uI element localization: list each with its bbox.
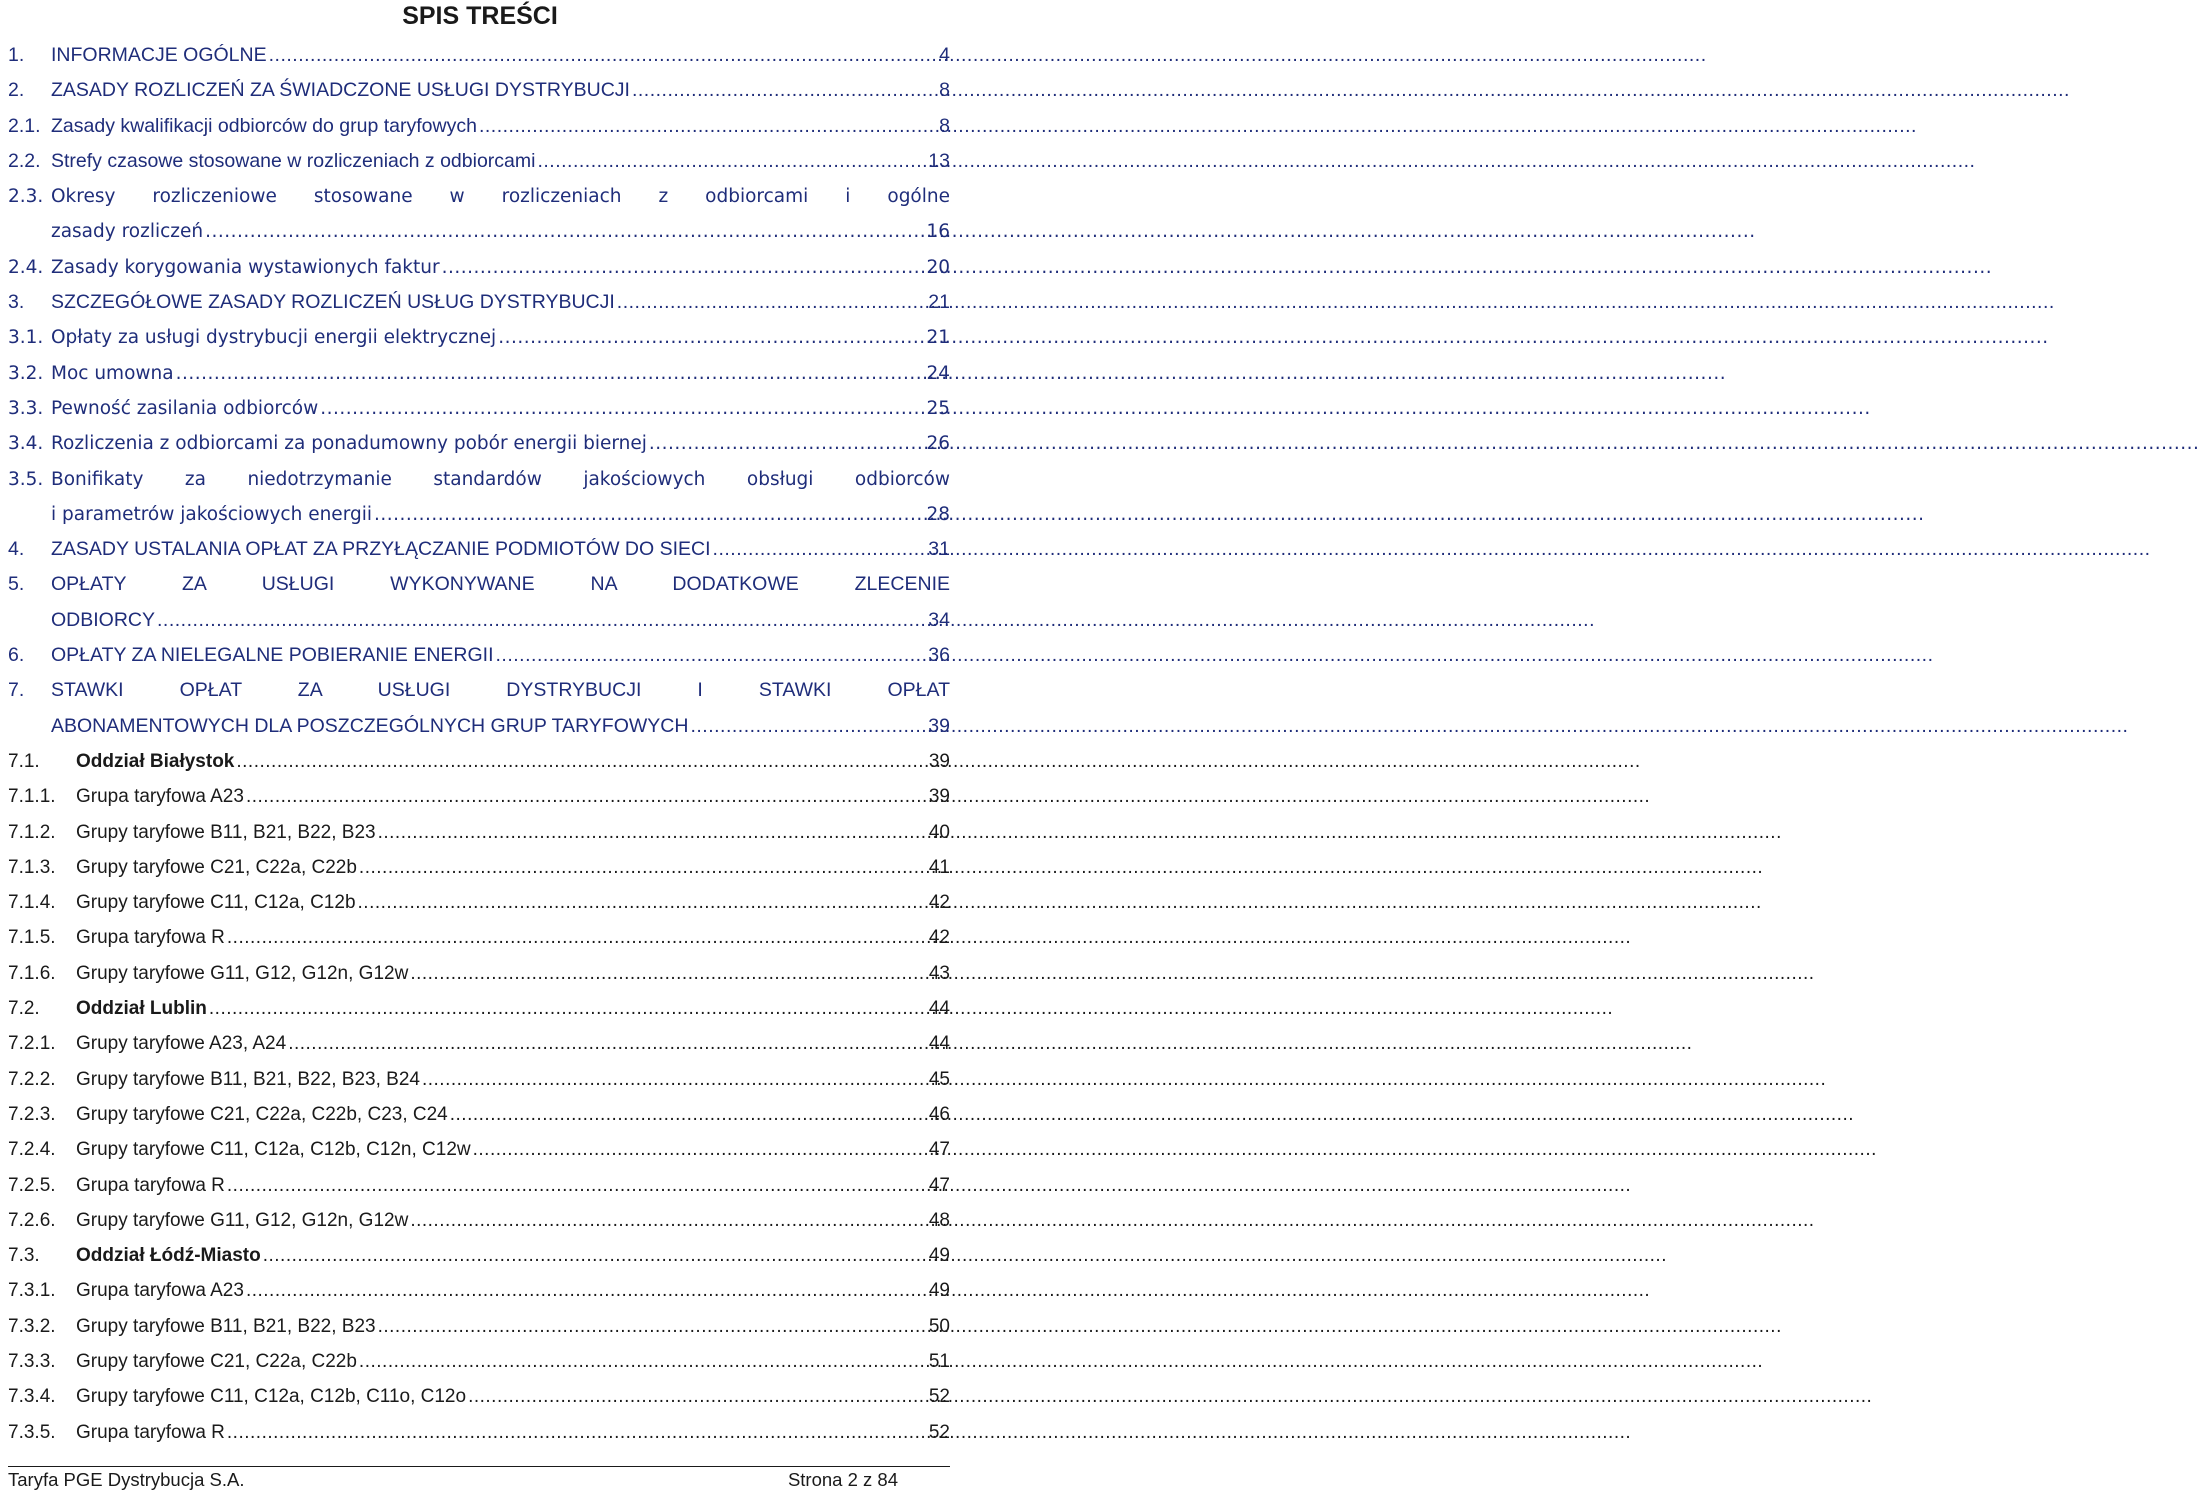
toc-entry-title-line1: STAWKI OPŁAT ZA USŁUGI DYSTRYBUCJI I STAWKI OPŁAT bbox=[51, 679, 950, 702]
toc-entry[interactable] bbox=[8, 991, 950, 1026]
toc-entry-title: Grupy taryfowe B11, B21, B22, B23, B24 bbox=[76, 1068, 420, 1090]
toc-dot-leader bbox=[410, 1203, 927, 1238]
toc-dot-leader bbox=[359, 850, 927, 885]
toc-entry-number: 3.3. bbox=[8, 397, 44, 419]
toc-page-number: 13 bbox=[928, 149, 950, 172]
toc-entry-number: 5. bbox=[8, 573, 25, 596]
toc-entry-title: Grupy taryfowe C11, C12a, C12b, C11o, C12o bbox=[76, 1386, 467, 1408]
toc-page-number: 4 bbox=[939, 44, 950, 66]
toc-entry[interactable] bbox=[8, 603, 950, 638]
toc-dot-leader bbox=[227, 1415, 927, 1450]
toc-entry[interactable] bbox=[8, 109, 950, 144]
toc-entry-number: 7.1.2. bbox=[8, 821, 56, 843]
toc-page-number: 24 bbox=[926, 362, 950, 384]
toc-entry-number: 7.3.3. bbox=[8, 1350, 56, 1372]
toc-dot-leader bbox=[246, 1273, 927, 1308]
toc-entry-title: Grupy taryfowe B11, B21, B22, B23 bbox=[76, 1315, 376, 1337]
toc-page-number: 39 bbox=[928, 750, 950, 772]
toc-entry[interactable] bbox=[8, 1168, 950, 1203]
toc-entry[interactable] bbox=[8, 779, 950, 814]
toc-entry[interactable] bbox=[8, 956, 950, 991]
toc-entry-line[interactable] bbox=[8, 673, 950, 708]
toc-entry-title: Opłaty za usługi dystrybucji energii elektrycznej bbox=[51, 327, 497, 349]
toc-entry-title: Zasady korygowania wystawionych faktur bbox=[51, 256, 440, 278]
toc-entry[interactable] bbox=[8, 1097, 950, 1132]
toc-dot-leader bbox=[209, 991, 927, 1026]
toc-entry[interactable] bbox=[8, 144, 950, 179]
toc-dot-leader bbox=[227, 1168, 927, 1203]
toc-page-number: 42 bbox=[928, 927, 950, 949]
toc-entry[interactable] bbox=[8, 285, 950, 320]
toc-dot-leader bbox=[498, 320, 924, 355]
toc-entry-number: 7.1.3. bbox=[8, 856, 56, 878]
toc-page-number: 49 bbox=[928, 1245, 950, 1267]
toc-entry-title: Pewność zasilania odbiorców bbox=[51, 397, 319, 419]
toc-entry-title: ZASADY ROZLICZEŃ ZA ŚWIADCZONE USŁUGI DYSTRYBUCJI bbox=[51, 79, 630, 102]
toc-entry-number: 7.3.4. bbox=[8, 1386, 56, 1408]
toc-entry-number: 2.3. bbox=[8, 186, 44, 208]
toc-dot-leader bbox=[176, 356, 925, 391]
toc-entry[interactable] bbox=[8, 391, 950, 426]
toc-entry[interactable] bbox=[8, 1238, 950, 1273]
toc-page-number: 8 bbox=[939, 79, 950, 102]
toc-entry-number: 7.2.4. bbox=[8, 1139, 56, 1161]
toc-page-number: 34 bbox=[928, 608, 950, 631]
toc-dot-leader bbox=[473, 1132, 927, 1167]
toc-page-number: 46 bbox=[928, 1103, 950, 1125]
toc-entry-title-line1: Okresy rozliczeniowe stosowane w rozliczeniach z odbiorcami i ogólne bbox=[51, 186, 950, 208]
toc-dot-leader bbox=[374, 497, 924, 532]
toc-entry-title bbox=[76, 991, 207, 1026]
table-of-contents bbox=[8, 38, 950, 1450]
toc-page-number: 42 bbox=[928, 892, 950, 914]
toc-entry-number: 2. bbox=[8, 79, 25, 102]
toc-entry[interactable] bbox=[8, 426, 950, 461]
toc-entry[interactable] bbox=[8, 497, 950, 532]
toc-entry-title: Grupy taryfowe C21, C22a, C22b bbox=[76, 856, 357, 878]
toc-entry-title-line1: Bonifikaty za niedotrzymanie standardów jakościowych obsługi odbiorców bbox=[51, 468, 950, 490]
toc-entry-line[interactable] bbox=[8, 179, 950, 214]
toc-entry-title bbox=[76, 744, 234, 779]
toc-entry-title: ODBIORCY bbox=[51, 608, 156, 631]
toc-entry-line[interactable] bbox=[8, 567, 950, 602]
toc-dot-leader bbox=[378, 815, 927, 850]
toc-entry[interactable] bbox=[8, 709, 950, 744]
toc-page-number: 43 bbox=[928, 962, 950, 984]
toc-entry-title: ABONAMENTOWYCH DLA POSZCZEGÓLNYCH GRUP TARYFOWYCH bbox=[51, 714, 689, 737]
toc-entry[interactable] bbox=[8, 744, 950, 779]
toc-entry[interactable] bbox=[8, 214, 950, 249]
toc-entry[interactable] bbox=[8, 1273, 950, 1308]
toc-dot-leader bbox=[358, 885, 927, 920]
toc-entry-number: 3.2. bbox=[8, 362, 44, 384]
toc-entry-title bbox=[76, 1238, 261, 1273]
page-footer bbox=[8, 1466, 950, 1491]
toc-entry-number: 7.3.2. bbox=[8, 1315, 56, 1337]
toc-entry-title-line1: OPŁATY ZA USŁUGI WYKONYWANE NA DODATKOWE ZLECENIE bbox=[51, 573, 950, 596]
toc-dot-leader bbox=[479, 109, 937, 144]
toc-entry-number: 7.1.1. bbox=[8, 786, 56, 808]
toc-entry-title: Grupa taryfowa A23 bbox=[76, 1280, 244, 1302]
toc-dot-leader bbox=[632, 73, 937, 108]
toc-entry-title: i parametrów jakościowych energii bbox=[51, 503, 372, 525]
toc-entry-title: INFORMACJE OGÓLNE bbox=[51, 44, 267, 66]
toc-entry-title: Grupy taryfowe C21, C22a, C22b, C23, C24 bbox=[76, 1103, 448, 1125]
toc-dot-leader bbox=[410, 956, 927, 991]
toc-dot-leader bbox=[246, 779, 927, 814]
toc-dot-leader bbox=[442, 250, 925, 285]
toc-entry-number: 7. bbox=[8, 679, 25, 702]
toc-page-number: 28 bbox=[926, 503, 950, 525]
toc-entry-number: 7.3.5. bbox=[8, 1421, 56, 1443]
toc-entry-number: 3.4. bbox=[8, 433, 44, 455]
toc-page-number: 21 bbox=[926, 327, 950, 349]
toc-entry[interactable] bbox=[8, 920, 950, 955]
toc-entry[interactable] bbox=[8, 320, 950, 355]
toc-entry-title: Moc umowna bbox=[51, 362, 174, 384]
toc-entry-number: 7.1.6. bbox=[8, 962, 56, 984]
toc-entry[interactable] bbox=[8, 38, 950, 73]
toc-page-number: 21 bbox=[928, 291, 950, 314]
toc-page-number: 44 bbox=[928, 998, 950, 1020]
toc-entry[interactable] bbox=[8, 1203, 950, 1238]
toc-entry-title: SZCZEGÓŁOWE ZASADY ROZLICZEŃ USŁUG DYSTRYBUCJI bbox=[51, 291, 615, 314]
toc-entry[interactable] bbox=[8, 850, 950, 885]
toc-entry-title-bold: Oddział Białystok bbox=[76, 750, 235, 772]
toc-entry[interactable] bbox=[8, 1062, 950, 1097]
toc-page-number: 39 bbox=[928, 714, 950, 737]
toc-dot-leader bbox=[468, 1379, 927, 1414]
toc-dot-leader bbox=[205, 214, 924, 249]
toc-page-number: 41 bbox=[928, 856, 950, 878]
toc-dot-leader bbox=[157, 603, 926, 638]
toc-dot-leader bbox=[422, 1062, 927, 1097]
toc-entry-number: 7.2.3. bbox=[8, 1103, 56, 1125]
toc-page-number: 45 bbox=[928, 1068, 950, 1090]
toc-page-number: 31 bbox=[928, 538, 950, 561]
toc-dot-leader bbox=[320, 391, 924, 426]
toc-entry-number: 2.1. bbox=[8, 114, 41, 137]
toc-dot-leader bbox=[263, 1238, 927, 1273]
toc-entry[interactable] bbox=[8, 1132, 950, 1167]
toc-entry-title: Rozliczenia z odbiorcami za ponadumowny pobór energii biernej bbox=[51, 433, 647, 455]
toc-entry[interactable] bbox=[8, 356, 950, 391]
toc-dot-leader bbox=[378, 1309, 927, 1344]
toc-entry-number: 3.1. bbox=[8, 327, 44, 349]
toc-page-number: 48 bbox=[928, 1209, 950, 1231]
toc-entry-number: 7.2.2. bbox=[8, 1068, 56, 1090]
toc-entry-number: 7.2.5. bbox=[8, 1174, 56, 1196]
toc-entry[interactable] bbox=[8, 638, 950, 673]
footer-page-number: Strona 2 z 84 bbox=[787, 1469, 898, 1490]
page-title: SPIS TREŚCI bbox=[402, 2, 558, 30]
toc-entry-title: OPŁATY ZA NIELEGALNE POBIERANIE ENERGII bbox=[51, 644, 494, 667]
toc-entry-number: 1. bbox=[8, 44, 25, 66]
toc-page-number: 47 bbox=[928, 1139, 950, 1161]
toc-page-number: 39 bbox=[928, 786, 950, 808]
toc-dot-leader bbox=[236, 744, 926, 779]
toc-entry-number: 3.5. bbox=[8, 468, 44, 490]
toc-page-number: 26 bbox=[926, 433, 950, 455]
toc-dot-leader bbox=[288, 1026, 927, 1061]
toc-entry-title-bold: Oddział Łódź-Miasto bbox=[76, 1245, 261, 1267]
toc-page-number: 36 bbox=[928, 644, 950, 667]
toc-entry[interactable] bbox=[8, 1344, 950, 1379]
toc-dot-leader bbox=[227, 920, 927, 955]
toc-entry-number: 7.1.4. bbox=[8, 892, 56, 914]
toc-entry-title: Strefy czasowe stosowane w rozliczeniach z odbiorcami bbox=[51, 149, 536, 172]
toc-entry-title: Grupy taryfowe C11, C12a, C12b, C12n, C12w bbox=[76, 1139, 471, 1161]
toc-dot-leader bbox=[496, 638, 927, 673]
toc-dot-leader bbox=[450, 1097, 927, 1132]
toc-entry-number: 7.3. bbox=[8, 1245, 40, 1267]
toc-entry-line[interactable] bbox=[8, 462, 950, 497]
toc-entry[interactable] bbox=[8, 1026, 950, 1061]
toc-entry-number: 2.4. bbox=[8, 256, 44, 278]
toc-dot-leader bbox=[359, 1344, 927, 1379]
toc-page-number: 40 bbox=[928, 821, 950, 843]
toc-page-number: 25 bbox=[926, 397, 950, 419]
toc-entry-title: Zasady kwalifikacji odbiorców do grup taryfowych bbox=[51, 114, 477, 137]
toc-page-number: 49 bbox=[928, 1280, 950, 1302]
toc-entry-number: 7.3.1. bbox=[8, 1280, 56, 1302]
toc-entry[interactable] bbox=[8, 1379, 950, 1414]
toc-entry[interactable] bbox=[8, 532, 950, 567]
toc-page-number: 16 bbox=[926, 221, 950, 243]
toc-page-number: 52 bbox=[928, 1421, 950, 1443]
toc-entry-title: zasady rozliczeń bbox=[51, 221, 204, 243]
toc-dot-leader bbox=[649, 426, 925, 461]
toc-dot-leader bbox=[269, 38, 938, 73]
toc-page-number: 8 bbox=[939, 114, 950, 137]
toc-entry-number: 7.2.6. bbox=[8, 1209, 56, 1231]
toc-entry-title: Grupa taryfowa R bbox=[76, 927, 225, 949]
toc-entry-title: Grupy taryfowe G11, G12, G12n, G12w bbox=[76, 962, 409, 984]
toc-entry[interactable] bbox=[8, 815, 950, 850]
toc-entry[interactable] bbox=[8, 1309, 950, 1344]
toc-page-number: 52 bbox=[928, 1386, 950, 1408]
toc-page-number: 51 bbox=[928, 1350, 950, 1372]
toc-entry-number: 6. bbox=[8, 644, 25, 667]
toc-entry-number: 3. bbox=[8, 291, 25, 314]
toc-entry[interactable] bbox=[8, 250, 950, 285]
toc-entry-number: 7.2. bbox=[8, 998, 40, 1020]
toc-dot-leader bbox=[713, 532, 927, 567]
toc-page-number: 50 bbox=[928, 1315, 950, 1337]
toc-entry-title-bold: Oddział Lublin bbox=[76, 998, 207, 1020]
footer-document-name: Taryfa PGE Dystrybucja S.A. bbox=[8, 1469, 245, 1490]
toc-entry[interactable] bbox=[8, 73, 950, 108]
toc-entry-title: Grupa taryfowa R bbox=[76, 1174, 225, 1196]
toc-entry-number: 7.1.5. bbox=[8, 927, 56, 949]
toc-dot-leader bbox=[537, 144, 926, 179]
toc-entry[interactable] bbox=[8, 885, 950, 920]
toc-entry-title: Grupa taryfowa R bbox=[76, 1421, 225, 1443]
toc-entry-number: 4. bbox=[8, 538, 25, 561]
toc-dot-leader bbox=[690, 709, 926, 744]
toc-dot-leader bbox=[617, 285, 927, 320]
toc-entry-title: Grupy taryfowe A23, A24 bbox=[76, 1033, 287, 1055]
toc-entry-title: Grupy taryfowe G11, G12, G12n, G12w bbox=[76, 1209, 409, 1231]
toc-entry-title: ZASADY USTALANIA OPŁAT ZA PRZYŁĄCZANIE PODMIOTÓW DO SIECI bbox=[51, 538, 711, 561]
toc-entry-title: Grupa taryfowa A23 bbox=[76, 786, 244, 808]
toc-entry[interactable] bbox=[8, 1415, 950, 1450]
toc-entry-title: Grupy taryfowe C21, C22a, C22b bbox=[76, 1350, 357, 1372]
toc-entry-number: 7.2.1. bbox=[8, 1033, 56, 1055]
toc-entry-title: Grupy taryfowe C11, C12a, C12b bbox=[76, 892, 356, 914]
toc-entry-title: Grupy taryfowe B11, B21, B22, B23 bbox=[76, 821, 376, 843]
toc-page-number: 20 bbox=[926, 256, 950, 278]
toc-page-number: 47 bbox=[928, 1174, 950, 1196]
toc-entry-number: 2.2. bbox=[8, 149, 41, 172]
toc-page-number: 44 bbox=[928, 1033, 950, 1055]
toc-entry-number: 7.1. bbox=[8, 750, 40, 772]
